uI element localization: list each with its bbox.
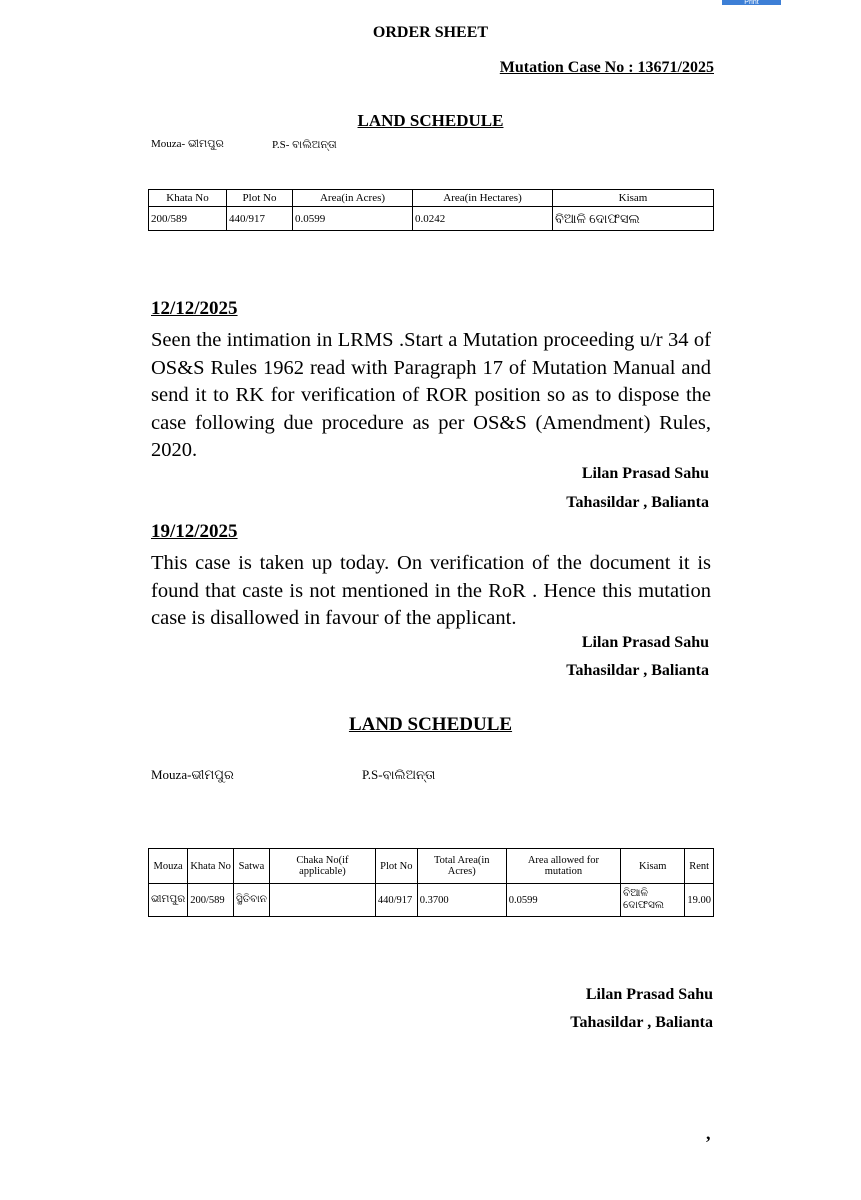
table-cell: 200/589 bbox=[149, 207, 227, 231]
case-number: Mutation Case No : 13671/2025 bbox=[499, 59, 714, 76]
ps-label-1: P.S- ବାଲିଅନ୍ତା bbox=[272, 139, 337, 151]
column-header: Rent bbox=[685, 849, 714, 884]
footer-signer-name: Lilan Prasad Sahu bbox=[585, 986, 713, 1003]
mouza-label-1: Mouza- ଭୀମପୁର bbox=[151, 138, 224, 150]
order-signer-name-1: Lilan Prasad Sahu bbox=[581, 465, 709, 482]
column-header: Chaka No(if applicable) bbox=[269, 849, 375, 884]
order-text-1: Seen the intimation in LRMS .Start a Mutation proceeding u/r 34 of OS&S Rules 1962 read with Paragraph 17 of Mutation Manual and send it to RK for verification of ROR position so as to dispose the case following due procedure as per OS&S (Amendment) Rules, 2020. bbox=[151, 329, 711, 461]
table-cell: 0.0242 bbox=[413, 207, 553, 231]
column-header: Kisam bbox=[553, 190, 714, 207]
column-header: Khata No bbox=[149, 190, 227, 207]
page-title: ORDER SHEET bbox=[372, 24, 489, 41]
column-header: Satwa bbox=[233, 849, 269, 884]
table-cell: 440/917 bbox=[375, 884, 417, 917]
column-header: Area(in Acres) bbox=[293, 190, 413, 207]
land-schedule-table-2 bbox=[148, 848, 714, 917]
ps-label-2: P.S-ବାଲିଅନ୍ତା bbox=[362, 767, 436, 782]
land-schedule-table-1 bbox=[148, 189, 714, 231]
table-header-row bbox=[149, 849, 714, 884]
table-cell: 19.00 bbox=[685, 884, 714, 917]
column-header: Total Area(in Acres) bbox=[417, 849, 506, 884]
table-row bbox=[149, 884, 714, 917]
order-date-2: 19/12/2025 bbox=[151, 521, 238, 542]
column-header: Area allowed for mutation bbox=[506, 849, 620, 884]
table-cell: ବିଆଳି ଦୋଫସଲ bbox=[553, 207, 714, 231]
column-header: Area(in Hectares) bbox=[413, 190, 553, 207]
column-header: Khata No bbox=[188, 849, 234, 884]
land-schedule-title-1: LAND SCHEDULE bbox=[357, 111, 504, 130]
order-date-1: 12/12/2025 bbox=[151, 298, 238, 319]
trailing-mark: , bbox=[706, 1123, 711, 1143]
print-button[interactable]: Print bbox=[722, 0, 781, 5]
table-cell: 0.0599 bbox=[506, 884, 620, 917]
table-cell: 440/917 bbox=[227, 207, 293, 231]
table-cell bbox=[269, 884, 375, 917]
order-text-2: This case is taken up today. On verification of the document it is found that caste is not mentioned in the RoR . Hence this mutation case is disallowed in favour of the applicant. bbox=[151, 552, 711, 629]
order-signer-title-1: Tahasildar , Balianta bbox=[566, 494, 709, 511]
column-header: Mouza bbox=[149, 849, 188, 884]
table-row bbox=[149, 207, 714, 231]
table-cell: ବିଆଳି ଦୋଫସଲ bbox=[621, 884, 685, 917]
column-header: Plot No bbox=[375, 849, 417, 884]
table-cell: ଭୀମପୁର bbox=[149, 884, 188, 917]
table-cell: ସ୍ଥିତିବାନ bbox=[233, 884, 269, 917]
footer-signer-title: Tahasildar , Balianta bbox=[570, 1014, 713, 1031]
column-header: Plot No bbox=[227, 190, 293, 207]
table-cell: 0.0599 bbox=[293, 207, 413, 231]
order-signer-name-2: Lilan Prasad Sahu bbox=[581, 634, 709, 651]
order-signer-title-2: Tahasildar , Balianta bbox=[566, 662, 709, 679]
table-cell: 200/589 bbox=[188, 884, 234, 917]
table-cell: 0.3700 bbox=[417, 884, 506, 917]
land-schedule-title-2: LAND SCHEDULE bbox=[348, 714, 513, 735]
mouza-label-2: Mouza-ଭୀମପୁର bbox=[151, 767, 234, 782]
column-header: Kisam bbox=[621, 849, 685, 884]
table-header-row bbox=[149, 190, 714, 207]
